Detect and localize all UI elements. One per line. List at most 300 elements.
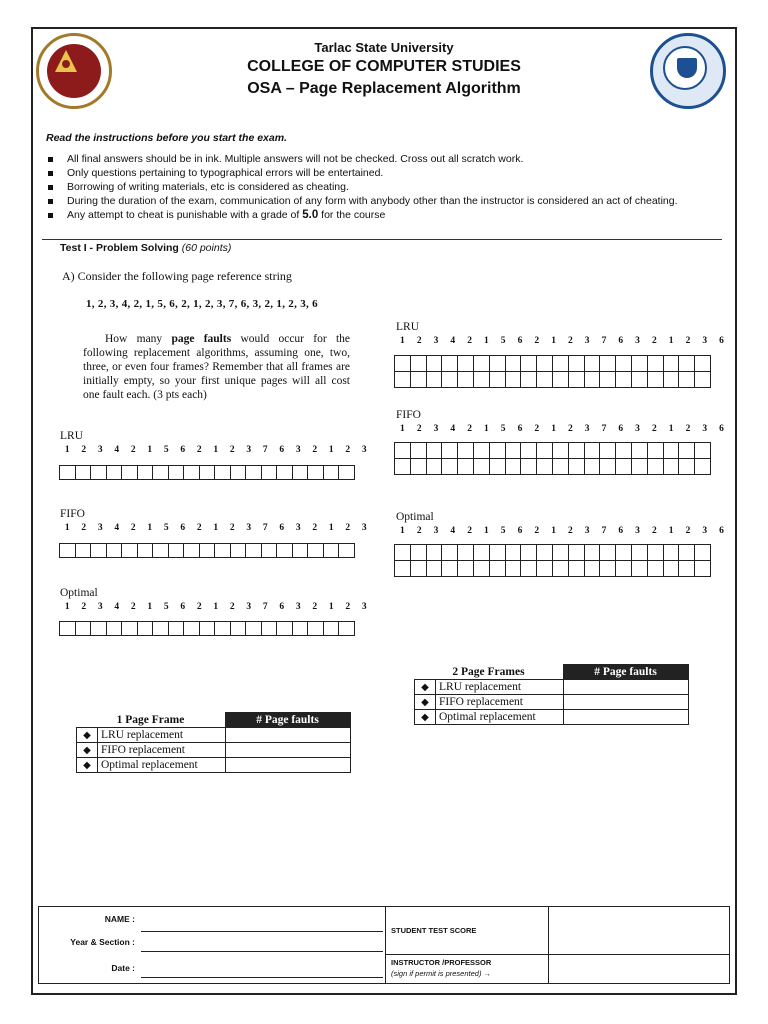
frame-cell[interactable]: [648, 443, 664, 459]
frame-cell[interactable]: [246, 466, 262, 480]
rule-item: Borrowing of writing materials, etc is considered as cheating.: [46, 180, 722, 194]
frame-cell[interactable]: [153, 466, 169, 480]
reference-number: 2: [130, 602, 136, 612]
reference-number: 2: [685, 336, 691, 346]
frame-cell[interactable]: [537, 443, 553, 459]
frame-cell[interactable]: [679, 443, 695, 459]
frame-cell[interactable]: [215, 622, 231, 636]
frame-cell[interactable]: [569, 561, 585, 577]
frame-cell[interactable]: [293, 622, 309, 636]
frame-cell[interactable]: [395, 561, 411, 577]
reference-number: 2: [130, 523, 136, 533]
frame-cell[interactable]: [506, 443, 522, 459]
frame-cell[interactable]: [537, 356, 553, 372]
frame-cell[interactable]: [184, 622, 200, 636]
reference-number: 1: [147, 523, 153, 533]
frame-cell[interactable]: [215, 544, 231, 558]
frame-cell[interactable]: [277, 544, 293, 558]
left-fifo-grid[interactable]: [59, 543, 355, 558]
frame-cell[interactable]: [262, 466, 278, 480]
exam-title: OSA – Page Replacement Algorithm: [247, 80, 521, 97]
frame-cell[interactable]: [138, 466, 154, 480]
frame-cell[interactable]: [339, 622, 355, 636]
reference-number: 2: [416, 526, 422, 536]
frame-cell[interactable]: [648, 356, 664, 372]
frame-cell[interactable]: [122, 466, 138, 480]
frame-cell[interactable]: [648, 545, 664, 561]
question-paragraph: How many page faults would occur for the following replacement algorithms, assuming one, two, three, or even four frames? Remember that all frames are initially empty, so your first unique pages will all cost one fault each. (3 pts each): [83, 333, 350, 401]
frame-cell[interactable]: [616, 545, 632, 561]
frame-cell[interactable]: [339, 466, 355, 480]
frame-cell[interactable]: [490, 443, 506, 459]
frame-cell[interactable]: [200, 622, 216, 636]
frame-cell[interactable]: [231, 466, 247, 480]
reference-number: 7: [262, 602, 268, 612]
reference-number: 1: [551, 526, 556, 536]
date-field[interactable]: [141, 977, 383, 978]
reference-number: 3: [635, 336, 640, 346]
reference-number: 2: [534, 336, 540, 346]
frame-cell[interactable]: [246, 622, 262, 636]
row-label: FIFO replacement: [98, 743, 226, 758]
frame-cell[interactable]: [246, 544, 262, 558]
reference-number: 2: [196, 523, 202, 533]
reference-number: 1: [147, 445, 153, 455]
frame-cell[interactable]: [600, 561, 616, 577]
right-lru-label: LRU: [396, 321, 419, 333]
frame-cell[interactable]: [442, 561, 458, 577]
faults-input[interactable]: [563, 695, 688, 710]
row-label: Optimal replacement: [436, 710, 564, 725]
frame-cell[interactable]: [600, 372, 616, 388]
reference-number: 1: [64, 523, 70, 533]
reference-number: 6: [618, 336, 624, 346]
frame-cell[interactable]: [679, 356, 695, 372]
frame-cell[interactable]: [600, 459, 616, 475]
frame-cell[interactable]: [262, 622, 278, 636]
reference-number: 1: [213, 523, 219, 533]
frame-cell[interactable]: [664, 356, 680, 372]
frame-cell[interactable]: [600, 443, 616, 459]
frame-cell[interactable]: [458, 459, 474, 475]
frame-cell[interactable]: [679, 459, 695, 475]
frame-cell[interactable]: [521, 356, 537, 372]
frame-cell[interactable]: [427, 372, 443, 388]
frame-cell[interactable]: [553, 443, 569, 459]
question-a: A) Consider the following page reference string: [62, 269, 292, 283]
frame-cell[interactable]: [458, 372, 474, 388]
reference-number: 2: [416, 424, 422, 434]
frame-cell[interactable]: [679, 372, 695, 388]
faults-input[interactable]: [225, 728, 350, 743]
reference-number: 2: [651, 526, 657, 536]
frame-cell[interactable]: [184, 466, 200, 480]
date-label: Date :: [111, 963, 135, 973]
reference-number: 3: [97, 523, 103, 533]
reference-number: 6: [719, 424, 724, 434]
reference-number: 2: [651, 336, 657, 346]
reference-number: 3: [246, 523, 252, 533]
frame-cell[interactable]: [648, 372, 664, 388]
frame-cell[interactable]: [122, 544, 138, 558]
reference-string: 1, 2, 3, 4, 2, 1, 5, 6, 2, 1, 2, 3, 7, 6, 3, 2, 1, 2, 3, 6: [86, 298, 318, 310]
frame-cell[interactable]: [521, 545, 537, 561]
reference-number: 6: [517, 336, 523, 346]
reference-number: 4: [450, 526, 456, 536]
reference-number: 2: [685, 526, 691, 536]
row-label: Optimal replacement: [98, 758, 226, 773]
frame-cell[interactable]: [200, 466, 216, 480]
frame-cell[interactable]: [427, 356, 443, 372]
reference-number: 7: [601, 424, 607, 434]
left-fifo-refs: [59, 523, 373, 533]
frame-cell[interactable]: [442, 356, 458, 372]
frame-cell[interactable]: [695, 545, 711, 561]
frame-cell[interactable]: [585, 356, 601, 372]
reference-number: 6: [279, 445, 285, 455]
frame-cell[interactable]: [411, 372, 427, 388]
frame-cell[interactable]: [308, 544, 324, 558]
frame-cell[interactable]: [169, 622, 185, 636]
reference-number: 1: [400, 526, 405, 536]
reference-number: 3: [246, 602, 252, 612]
reference-number: 2: [130, 445, 136, 455]
college-name: COLLEGE OF COMPUTER STUDIES: [247, 58, 521, 75]
frame-cell[interactable]: [490, 356, 506, 372]
frame-cell[interactable]: [537, 372, 553, 388]
reference-number: 5: [500, 336, 506, 346]
frame-cell[interactable]: [184, 544, 200, 558]
reference-number: 1: [484, 424, 489, 434]
frame-cell[interactable]: [458, 356, 474, 372]
frame-cell[interactable]: [427, 459, 443, 475]
row-label: FIFO replacement: [436, 695, 564, 710]
frame-cell[interactable]: [553, 561, 569, 577]
frame-cell[interactable]: [395, 356, 411, 372]
frame-cell[interactable]: [395, 372, 411, 388]
faults-input[interactable]: [225, 758, 350, 773]
frame-cell[interactable]: [695, 561, 711, 577]
frame-cell[interactable]: [411, 356, 427, 372]
frame-cell[interactable]: [585, 545, 601, 561]
frame-cell[interactable]: [293, 466, 309, 480]
reference-number: 2: [196, 602, 202, 612]
frame-cell[interactable]: [664, 372, 680, 388]
frame-cell[interactable]: [506, 356, 522, 372]
bullet-icon: ◆: [77, 758, 98, 773]
reference-number: 2: [312, 523, 318, 533]
frame-cell[interactable]: [169, 466, 185, 480]
faults-input[interactable]: [563, 710, 688, 725]
faults-input[interactable]: [563, 680, 688, 695]
reference-number: 6: [180, 602, 186, 612]
frame-cell[interactable]: [616, 443, 632, 459]
one-frame-table: [76, 712, 351, 773]
frame-cell[interactable]: [411, 459, 427, 475]
frame-cell[interactable]: [474, 443, 490, 459]
reference-number: 2: [416, 336, 422, 346]
frame-cell[interactable]: [395, 459, 411, 475]
frame-cell[interactable]: [632, 561, 648, 577]
frame-cell[interactable]: [324, 544, 340, 558]
name-label: NAME :: [104, 914, 135, 924]
frame-cell[interactable]: [215, 466, 231, 480]
frame-cell[interactable]: [679, 545, 695, 561]
name-field[interactable]: [141, 931, 383, 932]
frame-cell[interactable]: [695, 372, 711, 388]
frame-cell[interactable]: [60, 622, 76, 636]
frame-cell[interactable]: [679, 561, 695, 577]
year-section-field[interactable]: [141, 951, 383, 952]
frame-cell[interactable]: [616, 459, 632, 475]
frame-cell[interactable]: [91, 466, 107, 480]
frame-cell[interactable]: [76, 466, 92, 480]
frame-cell[interactable]: [569, 443, 585, 459]
reference-number: 2: [196, 445, 202, 455]
frame-cell[interactable]: [474, 545, 490, 561]
reference-number: 4: [114, 523, 120, 533]
left-lru-grid[interactable]: [59, 465, 355, 480]
frame-cell[interactable]: [569, 545, 585, 561]
frame-cell[interactable]: [537, 545, 553, 561]
reference-number: 1: [328, 602, 334, 612]
reference-number: 4: [450, 424, 456, 434]
frame-cell[interactable]: [395, 545, 411, 561]
right-lru-grid[interactable]: [394, 355, 711, 388]
frame-cell[interactable]: [339, 544, 355, 558]
frame-cell[interactable]: [200, 544, 216, 558]
frame-cell[interactable]: [122, 622, 138, 636]
reference-number: 2: [567, 526, 573, 536]
frame-cell[interactable]: [585, 459, 601, 475]
frame-cell[interactable]: [569, 459, 585, 475]
frame-cell[interactable]: [632, 443, 648, 459]
frame-cell[interactable]: [293, 544, 309, 558]
frame-cell[interactable]: [427, 561, 443, 577]
reference-number: 6: [719, 336, 724, 346]
frame-cell[interactable]: [324, 622, 340, 636]
frame-cell[interactable]: [262, 544, 278, 558]
reference-number: 2: [467, 424, 472, 434]
frame-cell[interactable]: [231, 544, 247, 558]
instructor-label: INSTRUCTOR /PROFESSOR: [391, 958, 492, 967]
frame-cell[interactable]: [60, 466, 76, 480]
frame-cell[interactable]: [411, 561, 427, 577]
frame-cell[interactable]: [490, 459, 506, 475]
reference-number: 2: [81, 445, 87, 455]
reference-number: 3: [97, 602, 103, 612]
frame-cell[interactable]: [537, 459, 553, 475]
reference-number: 1: [484, 526, 489, 536]
frame-cell[interactable]: [308, 466, 324, 480]
frame-cell[interactable]: [490, 561, 506, 577]
frame-cell[interactable]: [521, 459, 537, 475]
faults-input[interactable]: [225, 743, 350, 758]
frame-cell[interactable]: [442, 443, 458, 459]
bullet-icon: ◆: [415, 680, 436, 695]
reference-number: 1: [328, 445, 334, 455]
frame-cell[interactable]: [442, 372, 458, 388]
frame-cell[interactable]: [138, 622, 154, 636]
frame-cell[interactable]: [458, 561, 474, 577]
frame-cell[interactable]: [76, 544, 92, 558]
frame-cell[interactable]: [600, 545, 616, 561]
frame-cell[interactable]: [442, 459, 458, 475]
reference-number: 5: [163, 523, 169, 533]
frame-cell[interactable]: [76, 622, 92, 636]
frame-cell[interactable]: [427, 545, 443, 561]
frame-cell[interactable]: [521, 561, 537, 577]
reference-number: 6: [180, 523, 186, 533]
reference-number: 5: [163, 445, 169, 455]
frame-cell[interactable]: [411, 443, 427, 459]
frame-cell[interactable]: [585, 561, 601, 577]
frame-cell[interactable]: [632, 372, 648, 388]
reference-number: 6: [618, 424, 624, 434]
frame-cell[interactable]: [553, 545, 569, 561]
left-optimal-grid[interactable]: [59, 621, 355, 636]
reference-number: 2: [567, 336, 573, 346]
frame-cell[interactable]: [60, 544, 76, 558]
reference-number: 2: [312, 445, 318, 455]
frame-cell[interactable]: [474, 372, 490, 388]
frame-cell[interactable]: [474, 561, 490, 577]
frame-cell[interactable]: [91, 622, 107, 636]
frame-cell[interactable]: [153, 544, 169, 558]
instructor-signature-field[interactable]: [549, 955, 727, 983]
right-fifo-refs: [394, 424, 730, 434]
frame-cell[interactable]: [648, 459, 664, 475]
frame-cell[interactable]: [277, 466, 293, 480]
frame-cell[interactable]: [277, 622, 293, 636]
reference-number: 3: [295, 445, 301, 455]
frame-cell[interactable]: [490, 372, 506, 388]
frame-cell[interactable]: [107, 622, 123, 636]
reference-number: 3: [246, 445, 252, 455]
frame-cell[interactable]: [474, 459, 490, 475]
frame-cell[interactable]: [107, 544, 123, 558]
frame-cell[interactable]: [474, 356, 490, 372]
reference-number: 1: [551, 336, 556, 346]
frame-cell[interactable]: [537, 561, 553, 577]
reference-number: 3: [584, 336, 590, 346]
frame-cell[interactable]: [442, 545, 458, 561]
reference-number: 4: [114, 445, 120, 455]
frame-cell[interactable]: [324, 466, 340, 480]
frame-cell[interactable]: [138, 544, 154, 558]
frame-cell[interactable]: [632, 459, 648, 475]
left-optimal-label: Optimal: [60, 587, 98, 599]
rule-item: All final answers should be in ink. Multiple answers will not be checked. Cross out all scratch work.: [46, 152, 722, 166]
frame-cell[interactable]: [632, 356, 648, 372]
frame-cell[interactable]: [169, 544, 185, 558]
reference-number: 1: [668, 424, 674, 434]
frame-cell[interactable]: [553, 459, 569, 475]
frame-cell[interactable]: [506, 545, 522, 561]
frame-cell[interactable]: [395, 443, 411, 459]
frame-cell[interactable]: [91, 544, 107, 558]
right-fifo-grid[interactable]: [394, 442, 711, 475]
frame-cell[interactable]: [616, 372, 632, 388]
reference-number: 4: [114, 602, 120, 612]
frame-cell[interactable]: [506, 459, 522, 475]
frame-cell[interactable]: [632, 545, 648, 561]
one-frame-title: 1 Page Frame: [116, 713, 185, 726]
score-field[interactable]: [549, 908, 727, 953]
frame-cell[interactable]: [490, 545, 506, 561]
bullet-icon: ◆: [77, 743, 98, 758]
reference-number: 2: [81, 523, 87, 533]
reference-number: 1: [147, 602, 153, 612]
frame-cell[interactable]: [107, 466, 123, 480]
reference-number: 3: [433, 424, 439, 434]
section-divider: [42, 239, 722, 240]
frame-cell[interactable]: [553, 372, 569, 388]
reference-number: 7: [601, 336, 607, 346]
left-optimal-refs: [59, 602, 373, 612]
reference-number: 5: [500, 526, 506, 536]
reference-number: 3: [361, 602, 367, 612]
instructions-list: [46, 152, 722, 222]
frame-cell[interactable]: [664, 459, 680, 475]
reference-number: 3: [584, 424, 590, 434]
reference-number: 1: [213, 445, 219, 455]
frame-cell[interactable]: [427, 443, 443, 459]
frame-cell[interactable]: [664, 443, 680, 459]
frame-cell[interactable]: [616, 561, 632, 577]
instructor-note: (sign if permit is presented) →: [391, 969, 492, 978]
rule-item: Only questions pertaining to typographical errors will be entertained.: [46, 166, 722, 180]
frame-cell[interactable]: [569, 372, 585, 388]
frame-cell[interactable]: [458, 443, 474, 459]
right-optimal-grid[interactable]: [394, 544, 711, 577]
frame-cell[interactable]: [616, 356, 632, 372]
frame-cell[interactable]: [585, 443, 601, 459]
reference-number: 2: [567, 424, 573, 434]
frame-cell[interactable]: [521, 372, 537, 388]
frame-cell[interactable]: [695, 356, 711, 372]
reference-number: 2: [345, 602, 351, 612]
frame-cell[interactable]: [458, 545, 474, 561]
frame-cell[interactable]: [648, 561, 664, 577]
frame-cell[interactable]: [411, 545, 427, 561]
reference-number: 2: [467, 336, 472, 346]
frame-cell[interactable]: [506, 372, 522, 388]
frame-cell[interactable]: [664, 545, 680, 561]
frame-cell[interactable]: [231, 622, 247, 636]
frame-cell[interactable]: [695, 459, 711, 475]
frame-cell[interactable]: [664, 561, 680, 577]
frame-cell[interactable]: [521, 443, 537, 459]
frame-cell[interactable]: [695, 443, 711, 459]
frame-cell[interactable]: [600, 356, 616, 372]
reference-number: 6: [279, 602, 285, 612]
reference-number: 3: [361, 523, 367, 533]
instructions-heading: Read the instructions before you start the exam.: [46, 132, 287, 144]
frame-cell[interactable]: [308, 622, 324, 636]
frame-cell[interactable]: [153, 622, 169, 636]
reference-number: 3: [584, 526, 590, 536]
right-optimal-refs: [394, 526, 730, 536]
reference-number: 3: [635, 424, 640, 434]
reference-number: 3: [295, 602, 301, 612]
rule-item: During the duration of the exam, communication of any form with anybody other than the instructor is considered an act of cheating.: [46, 194, 722, 208]
frame-cell[interactable]: [585, 372, 601, 388]
frame-cell[interactable]: [506, 561, 522, 577]
frame-cell[interactable]: [569, 356, 585, 372]
frame-cell[interactable]: [553, 356, 569, 372]
reference-number: 4: [450, 336, 456, 346]
